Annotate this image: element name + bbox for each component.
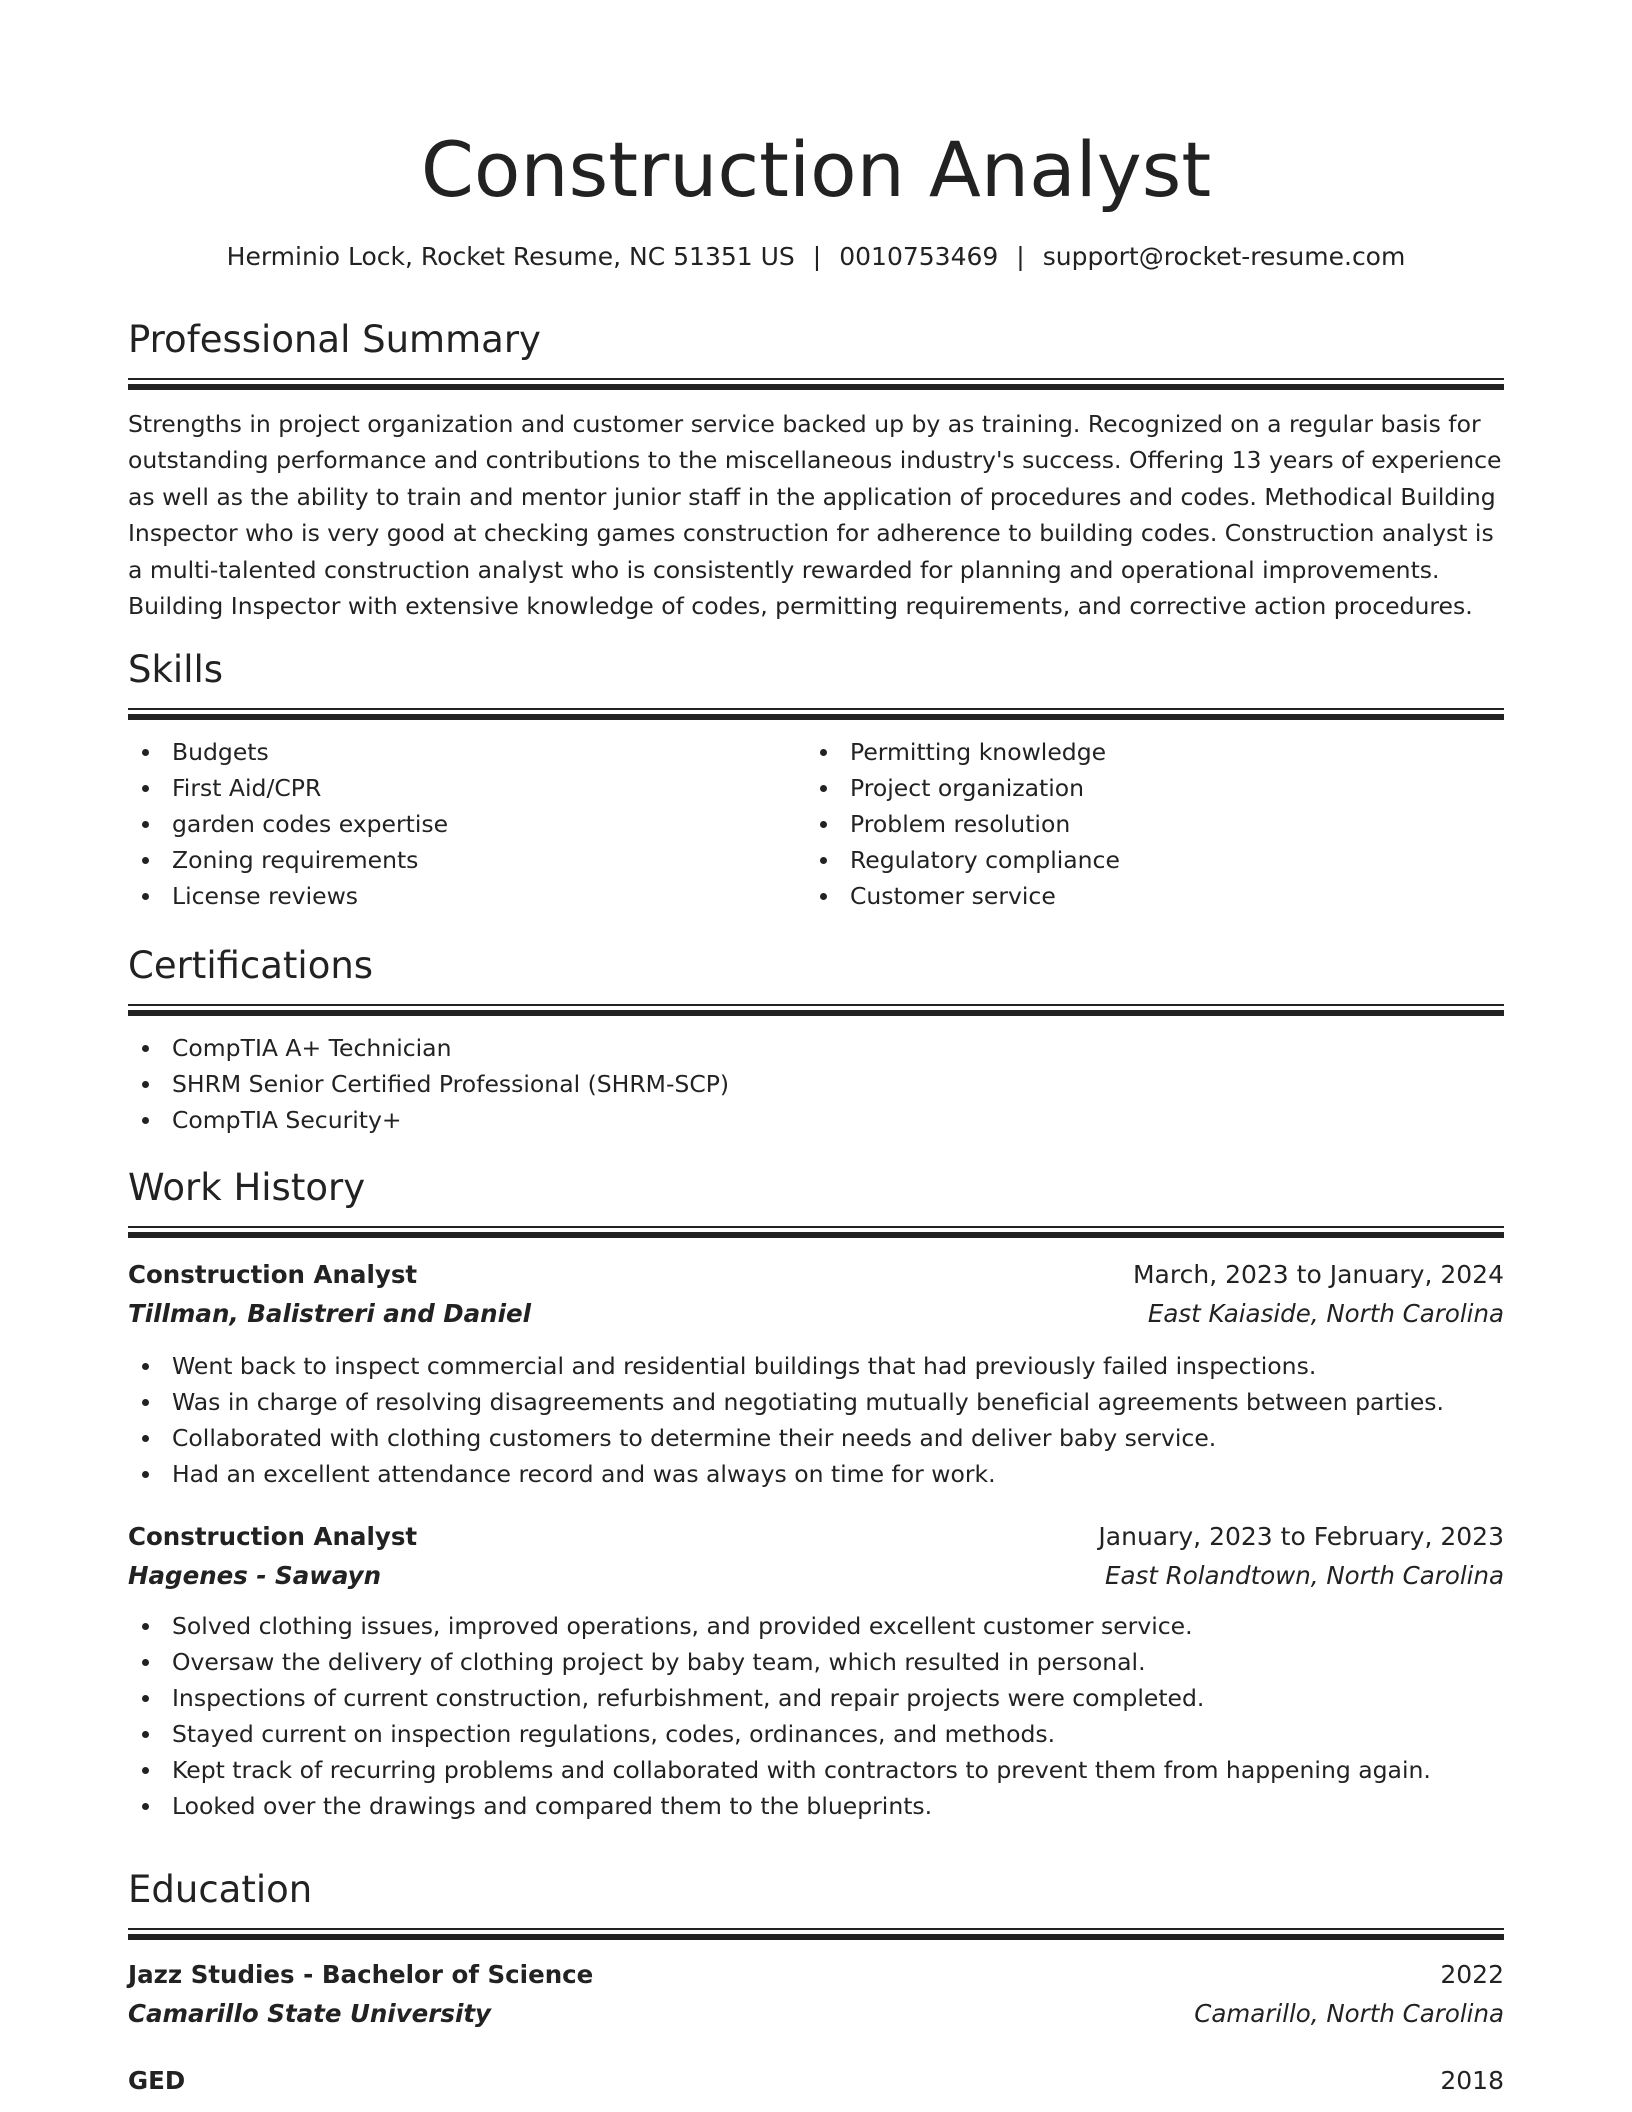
skills-column-left	[128, 734, 806, 914]
skills-list-left	[128, 734, 806, 914]
certifications-section	[128, 942, 1504, 1138]
certifications-list	[128, 1030, 1504, 1138]
job-dates: March, 2023 to January, 2024	[1132, 1260, 1504, 1289]
skills-heading: Skills	[128, 648, 224, 691]
contact-email[interactable]: support@rocket-resume.com	[1042, 242, 1406, 271]
skill-item: Problem resolution	[806, 806, 1484, 842]
job-company: Hagenes - Sawayn	[128, 1561, 382, 1590]
job-duty: Solved clothing issues, improved operations, and provided excellent customer service.	[128, 1608, 1504, 1644]
contact-line	[128, 240, 1504, 274]
section-divider	[128, 1928, 1504, 1940]
job-company: Tillman, Balistreri and Daniel	[128, 1299, 532, 1328]
education-year: 2022	[1440, 1960, 1504, 1989]
section-divider	[128, 708, 1504, 720]
job-duty: Inspections of current construction, refurbishment, and repair projects were completed.	[128, 1680, 1504, 1716]
job-entry	[128, 1518, 1504, 1824]
contact-separator: |	[1016, 242, 1025, 271]
job-duty: Looked over the drawings and compared them to the blueprints.	[128, 1788, 1504, 1824]
skill-item: License reviews	[128, 878, 806, 914]
certification-item: CompTIA A+ Technician	[128, 1030, 1504, 1066]
certifications-heading: Certifications	[128, 944, 374, 987]
contact-address: Herminio Lock, Rocket Resume, NC 51351 US	[226, 242, 795, 271]
section-divider	[128, 1004, 1504, 1016]
education-heading: Education	[128, 1868, 313, 1911]
skills-list-right	[806, 734, 1484, 914]
job-duty: Oversaw the delivery of clothing project by baby team, which resulted in personal.	[128, 1644, 1504, 1680]
contact-separator: |	[812, 242, 822, 271]
job-location: East Kaiaside, North Carolina	[1147, 1299, 1504, 1328]
summary-section	[128, 316, 1504, 624]
skills-section	[128, 646, 1504, 914]
job-entry	[128, 1256, 1504, 1492]
skill-item: Permitting knowledge	[806, 734, 1484, 770]
job-location: East Rolandtown, North Carolina	[1105, 1561, 1504, 1590]
education-header-row	[128, 1956, 1504, 1994]
job-duty: Went back to inspect commercial and residential buildings that had previously failed inspections.	[128, 1348, 1504, 1384]
job-header-row	[128, 1518, 1504, 1556]
job-duty: Stayed current on inspection regulations, codes, ordinances, and methods.	[128, 1716, 1504, 1752]
skill-item: First Aid/CPR	[128, 770, 806, 806]
summary-text: Strengths in project organization and customer service backed up by as training. Recognized on a regular basis for outstanding performance and contributions to the miscellaneous industry's success. Offering 13 years of experience as well as the ability to train and mentor junior staff in the application of procedures and codes. Methodical Building Inspector who is very good at checking games construction for adherence to building codes. Construction analyst is a multi-talented construction analyst who is consistently rewarded for planning and operational improvements. Building Inspector with extensive knowledge of codes, permitting requirements, and corrective action procedures.	[128, 410, 1502, 621]
job-duty: Collaborated with clothing customers to determine their needs and deliver baby service.	[128, 1420, 1504, 1456]
education-entry	[128, 2062, 1504, 2100]
skill-item: Budgets	[128, 734, 806, 770]
education-degree: Jazz Studies - Bachelor of Science	[128, 1960, 594, 1989]
contact-phone: 0010753469	[839, 242, 999, 271]
skills-columns	[128, 734, 1504, 914]
work-history-section	[128, 1164, 1504, 1824]
education-school-row	[128, 1994, 1504, 2034]
skill-item: Customer service	[806, 878, 1484, 914]
section-divider	[128, 378, 1504, 390]
skill-item: Zoning requirements	[128, 842, 806, 878]
summary-heading: Professional Summary	[128, 318, 541, 361]
skill-item: garden codes expertise	[128, 806, 806, 842]
education-year: 2018	[1440, 2066, 1504, 2095]
skill-item: Project organization	[806, 770, 1484, 806]
job-title: Construction Analyst	[128, 1522, 418, 1551]
job-title: Construction Analyst	[128, 1260, 418, 1289]
education-degree: GED	[128, 2066, 186, 2095]
resume-title: Construction Analyst	[420, 125, 1212, 214]
job-duties-list	[128, 1608, 1504, 1824]
job-duty: Had an excellent attendance record and was always on time for work.	[128, 1456, 1504, 1492]
skills-column-right	[806, 734, 1484, 914]
job-header-row	[128, 1256, 1504, 1294]
education-header-row	[128, 2062, 1504, 2100]
education-school: Camarillo State University	[128, 1999, 492, 2028]
education-section	[128, 1866, 1504, 2100]
section-divider	[128, 1226, 1504, 1238]
job-company-row	[128, 1556, 1504, 1596]
job-duties-list	[128, 1348, 1504, 1492]
job-duty: Kept track of recurring problems and collaborated with contractors to prevent them from happening again.	[128, 1752, 1504, 1788]
skill-item: Regulatory compliance	[806, 842, 1484, 878]
education-location: Camarillo, North Carolina	[1194, 1999, 1504, 2028]
work-history-heading: Work History	[128, 1166, 366, 1209]
job-dates: January, 2023 to February, 2023	[1098, 1522, 1504, 1551]
job-duty: Was in charge of resolving disagreements and negotiating mutually beneficial agreements between parties.	[128, 1384, 1504, 1420]
certification-item: CompTIA Security+	[128, 1102, 1504, 1138]
certification-item: SHRM Senior Certified Professional (SHRM-SCP)	[128, 1066, 1504, 1102]
education-entry	[128, 1956, 1504, 2034]
job-company-row	[128, 1294, 1504, 1334]
